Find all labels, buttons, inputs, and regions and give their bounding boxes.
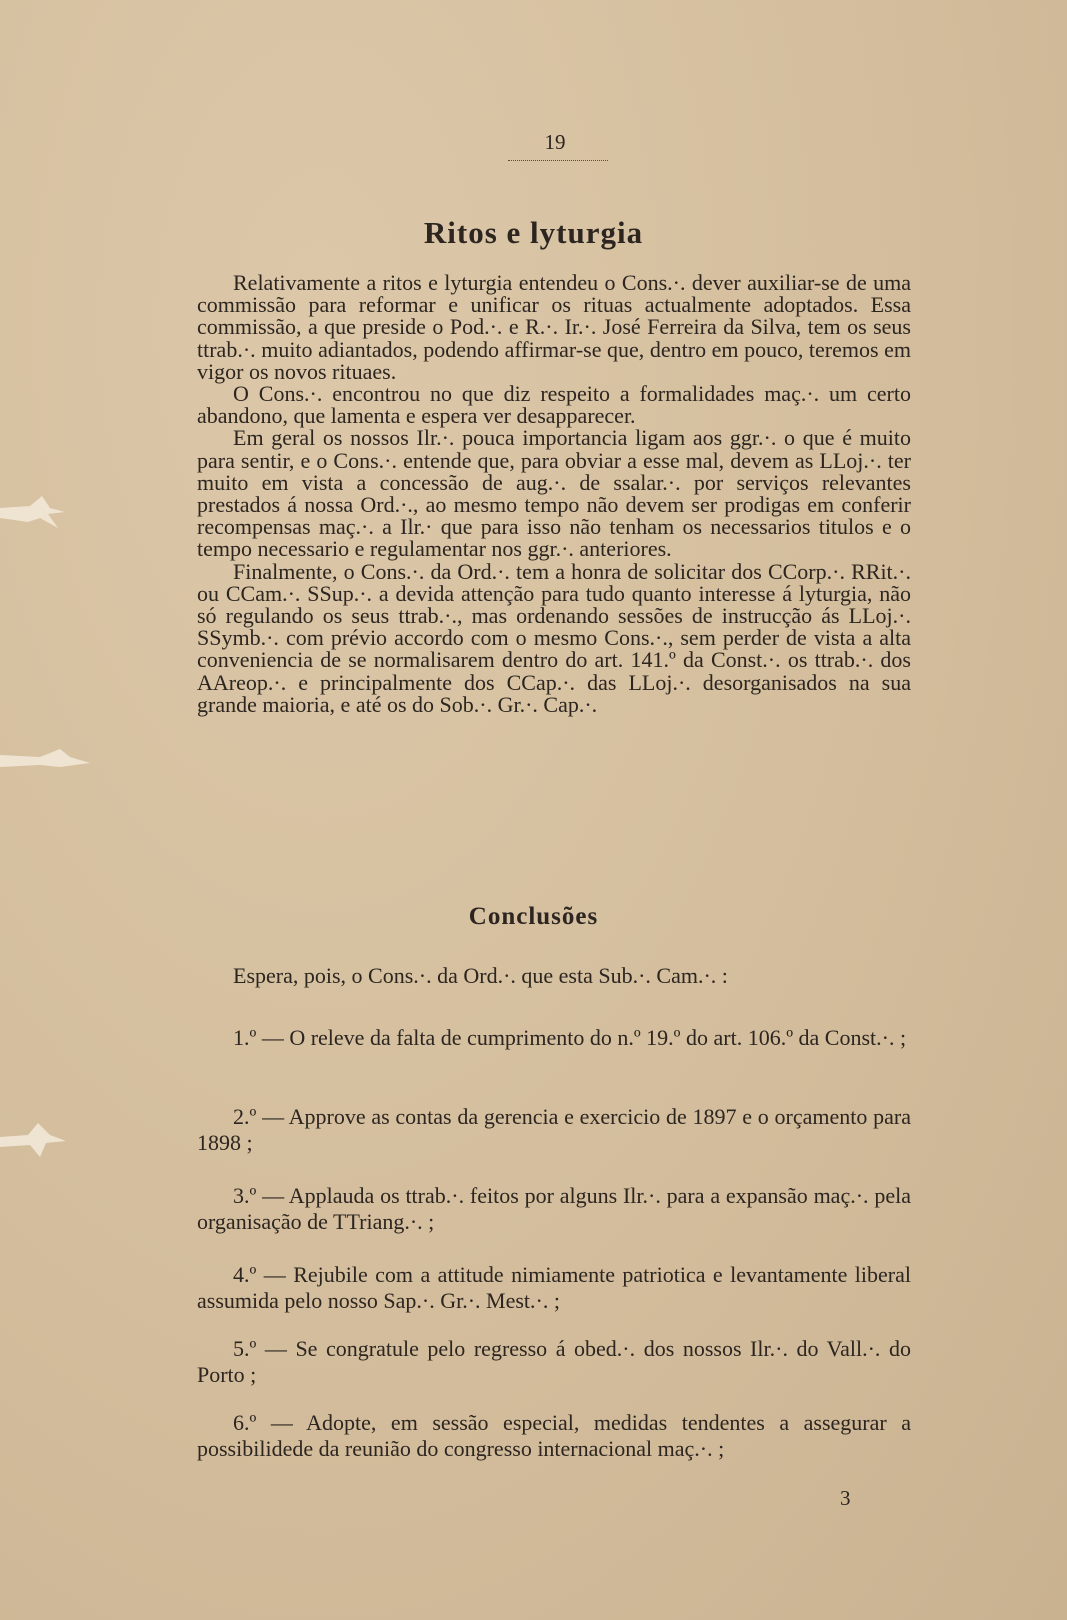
page-number: 19 — [544, 130, 566, 154]
conclusions-intro: Espera, pois, o Cons.·. da Ord.·. que esta Sub.·. Cam.·. : — [233, 963, 728, 988]
conclusion-item: 2.º — Approve as contas da gerencia e exercicio de 1897 e o orçamento para 1898 ; — [197, 1104, 911, 1155]
section-title: Ritos e lyturgia — [423, 215, 644, 250]
body-text — [197, 272, 911, 716]
torn-edge-mark — [0, 745, 95, 790]
conclusion-item: 6.º — Adopte, em sessão especial, medidas tendentes a assegurar a possibilidede da reunião do congresso internacional maç.·. ; — [197, 1410, 911, 1461]
paragraph: O Cons.·. encontrou no que diz respeito a formalidades maç.·. um certo abandono, que lamenta e espera ver desapparecer. — [197, 381, 911, 429]
conclusion-item: 1.º — O releve da falta de cumprimento do n.º 19.º do art. 106.º da Const.·. ; — [233, 1025, 907, 1050]
conclusion-item: 4.º — Rejubile com a attitude nimiamente patriotica e levantamente liberal assumida pelo nosso Sap.·. Gr.·. Mest.·. ; — [197, 1262, 911, 1313]
torn-edge-mark — [0, 1115, 75, 1165]
conclusion-item: 5.º — Se congratule pelo regresso á obed.·. dos nossos Ilr.·. do Vall.·. do Porto ; — [197, 1336, 911, 1387]
torn-edge-mark — [0, 488, 75, 548]
signature-mark: 3 — [840, 1486, 851, 1510]
conclusion-item: 3.º — Applauda os ttrab.·. feitos por alguns Ilr.·. para a expansão maç.·. pela organisação de TTriang.·. ; — [197, 1183, 911, 1234]
paragraph: Finalmente, o Cons.·. da Ord.·. tem a honra de solicitar dos CCorp.·. RRit.·. ou CCam.·. SSup.·. a devida attenção para tudo quanto interesse á lyturgia, não só regulando os seus ttrab.·., mas ordenando sessões de instrucção ás LLoj.·. SSymb.·. com prévio accordo com o mesmo Cons.·., sem perder de vista a alta conveniencia de se normalisarem dentro do art. 141.º da Const.·. os ttrab.·. dos AAreop.·. e principalmente dos CCap.·. das LLoj.·. desorganisados na sua grande maioria, e até os do Sob.·. Gr.·. Cap.·. — [197, 558, 911, 717]
paragraph: Relativamente a ritos e lyturgia entendeu o Cons.·. dever auxiliar-se de uma commissão para reformar e unificar os rituas actualmente adoptados. Essa commissão, a que preside o Pod.·. e R.·. Ir.·. José Ferreira da Silva, tem os seus ttrab.·. muito adiantados, podendo affirmar-se que, dentro em pouco, teremos em vigor os novos rituaes. — [197, 270, 911, 384]
page-number-rule — [508, 160, 608, 161]
conclusions-title: Conclusões — [468, 903, 599, 930]
paragraph: Em geral os nossos Ilr.·. pouca importancia ligam aos ggr.·. o que é muito para sentir, e o Cons.·. entende que, para obviar a esse mal, devem as LLoj.·. ter muito em vista a concessão de aug.·. de ssalar.·. por serviços relevantes prestados á nossa Ord.·., ao mesmo tempo não devem ser prodigas em conferir recompensas maç.·. a Ilr.· que para isso não tenham os necessarios titulos e o tempo necessario e regulamentar nos ggr.·. anteriores. — [197, 425, 911, 562]
